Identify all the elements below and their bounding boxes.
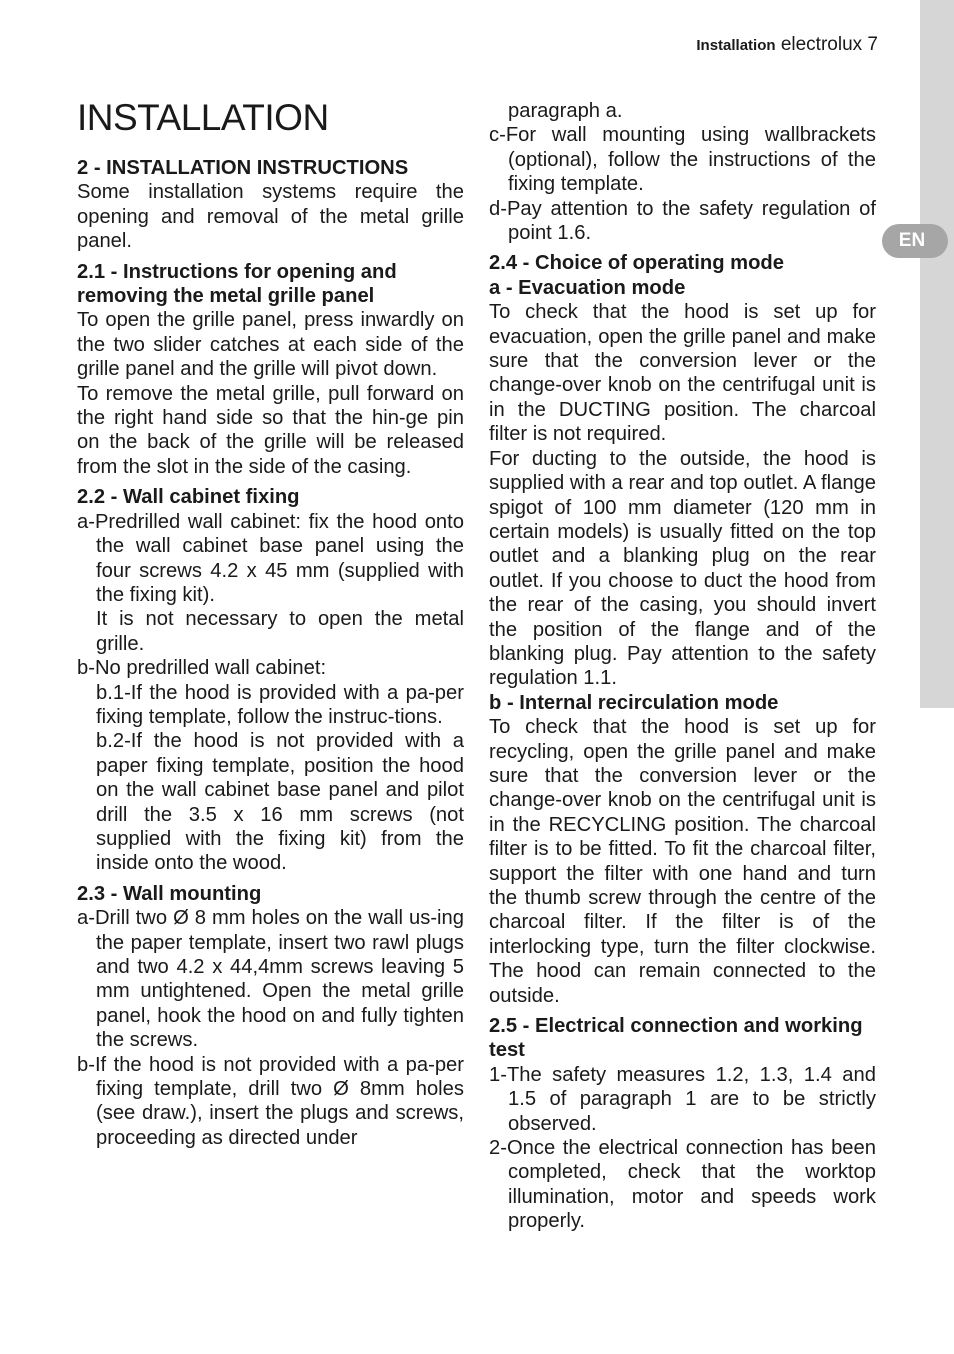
page-title: INSTALLATION: [77, 97, 329, 138]
heading-evacuation-mode: a - Evacuation mode: [489, 276, 686, 299]
list-item-safety-measures: 1-The safety measures 1.2, 1.3, 1.4 and 1.5 of paragraph 1 are to be strictly observed.: [489, 1063, 876, 1135]
heading-recirculation-mode: b - Internal recirculation mode: [489, 691, 779, 714]
paragraph-remove-grille: To remove the metal grille, pull forward on the right hand side so that the hin-ge pin on the back of the grille will be released from the slot in the side of the casing.: [77, 382, 464, 478]
running-header: [696, 34, 878, 56]
language-tab: EN: [882, 224, 948, 258]
heading-2-2: 2.2 - Wall cabinet fixing: [77, 486, 300, 509]
list-item-b2: b.2-If the hood is not provided with a paper fixing template, position the hood on the wall cabinet base panel and pilot drill the 3.5 x 16 mm screws (not supplied with the fixing kit) from the inside onto the wood.: [96, 730, 464, 875]
heading-2-1: 2.1 - Instructions for opening and removing the metal grille panel: [77, 260, 397, 308]
paragraph-evacuation-check: To check that the hood is set up for evacuation, open the grille panel and make sure that the conversion lever or the change-over knob on the centrifugal unit is in the DUCTING position. The charcoal filter is not required.: [489, 301, 876, 446]
paragraph-recirculation: To check that the hood is set up for recycling, open the grille panel and make sure that the conversion lever or the change-over knob on the centrifugal unit is in the RECYCLING position. The charcoal filter is to be fitted. To fit the charcoal filter, support the filter with one hand and turn the thumb screw through the centre of the charcoal filter. If the filter is of the interlocking type, turn the filter clockwise. The hood can remain connected to the outside.: [489, 716, 876, 1007]
header-section: Installation: [696, 37, 776, 54]
header-brand-page: electrolux 7: [780, 34, 878, 55]
heading-2-4: 2.4 - Choice of operating mode: [489, 252, 784, 275]
list-item-predrilled: a-Predrilled wall cabinet: fix the hood onto the wall cabinet base panel using the four screws 4.2 x 45 mm (supplied with the fixing kit).: [77, 510, 464, 606]
right-column: [489, 99, 876, 1234]
list-item-wall-c: c-For wall mounting using wallbrackets (optional), follow the instructions of the fixing template.: [489, 124, 876, 196]
intro-paragraph: Some installation systems require the opening and removal of the metal grille panel.: [77, 181, 464, 253]
list-item-predrilled-note: It is not necessary to open the metal grille.: [96, 608, 464, 655]
list-item-working-test: 2-Once the electrical connection has been completed, check that the worktop illumination, motor and speeds work properly.: [489, 1137, 876, 1233]
left-column: [77, 96, 464, 1150]
list-item-b1: b.1-If the hood is provided with a pa-per fixing template, follow the instruc-tions.: [96, 681, 464, 728]
heading-installation-instructions: 2 - INSTALLATION INSTRUCTIONS: [77, 157, 409, 179]
side-margin-strip: [920, 0, 954, 708]
paragraph-evacuation-ducting: For ducting to the outside, the hood is supplied with a rear and top outlet. A flange spigot of 100 mm diameter (120 mm in certain models) is usually fitted on the top outlet and a blanking plug on the rear outlet. If you choose to duct the hood from the rear of the casing, you should invert the position of the flange and of the blanking plug. Pay attention to the safety regulation 1.1.: [489, 447, 876, 690]
list-item-wall-a: a-Drill two Ø 8 mm holes on the wall us-ing the paper template, insert two rawl plugs and two 4.2 x 44,4mm screws leaving 5 mm untightened. Open the metal grille panel, hook the hood on and fully tighten the screws.: [77, 907, 464, 1052]
heading-2-3: 2.3 - Wall mounting: [77, 882, 262, 905]
heading-2-5: 2.5 - Electrical connection and working test: [489, 1015, 863, 1062]
list-item-wall-b-continued: paragraph a.: [508, 100, 623, 122]
list-item-wall-d: d-Pay attention to the safety regulation of point 1.6.: [489, 197, 876, 245]
list-item-wall-b: b-If the hood is not provided with a pa-per fixing template, drill two Ø 8mm holes (see draw.), insert the plugs and screws, proceeding as directed under: [77, 1053, 464, 1149]
list-item-no-predrilled: b-No predrilled wall cabinet:: [77, 657, 327, 680]
paragraph-open-grille: To open the grille panel, press inwardly on the two slider catches at each side of the grille panel and the grille will pivot down.: [77, 309, 464, 381]
